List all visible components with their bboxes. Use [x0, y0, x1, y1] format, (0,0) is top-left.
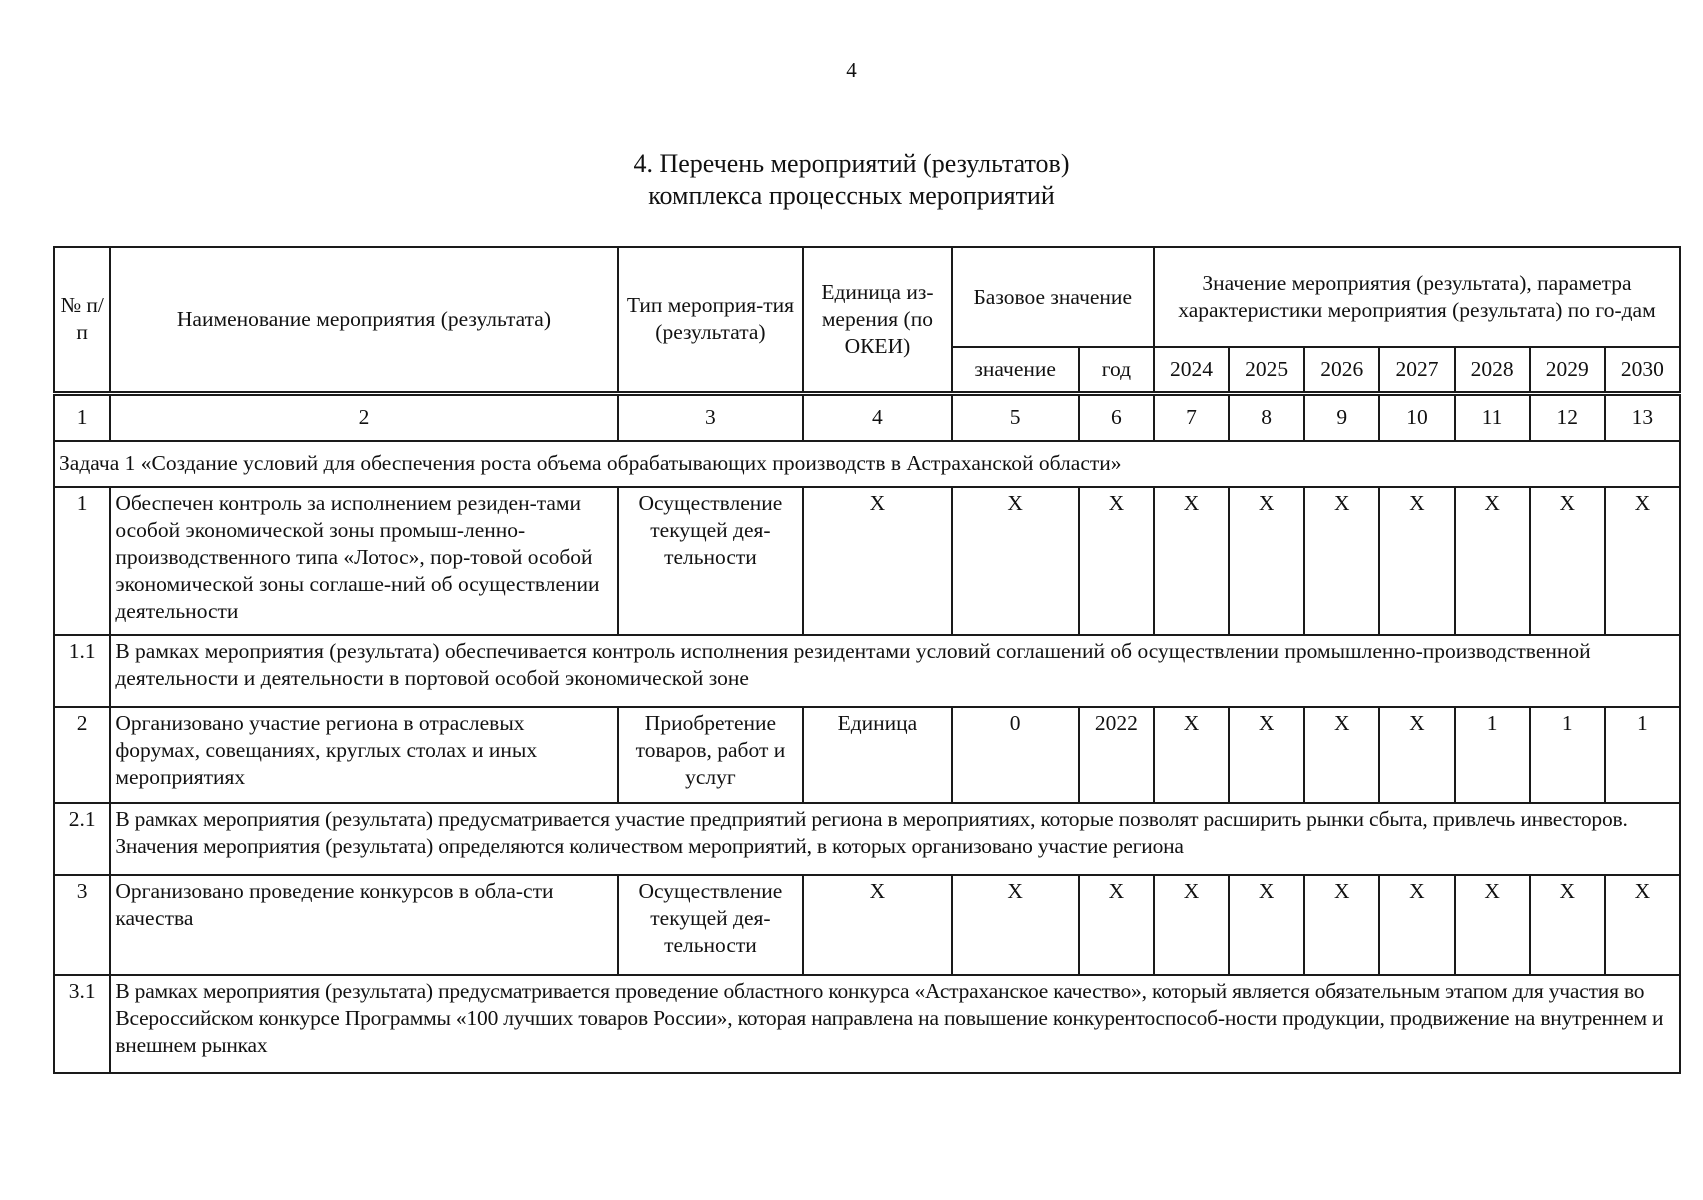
header-base-year: год — [1079, 347, 1154, 393]
row-year-value: X — [1154, 487, 1229, 635]
row-type: Осуществление текущей дея-тельности — [618, 487, 804, 635]
header-year: 2027 — [1379, 347, 1454, 393]
row-name: Организовано участие региона в отраслевых форумах, совещаниях, круглых столах и иных мероприятиях — [110, 707, 617, 803]
header-type: Тип мероприя-тия (результата) — [618, 247, 804, 393]
row-name: Организовано проведение конкурсов в обла-сти качества — [110, 875, 617, 975]
header-year: 2025 — [1229, 347, 1304, 393]
column-number: 9 — [1304, 393, 1379, 441]
column-number: 1 — [54, 393, 110, 441]
row-year-value: X — [1229, 707, 1304, 803]
row-year-value: X — [1154, 707, 1229, 803]
column-number: 10 — [1379, 393, 1454, 441]
column-number: 7 — [1154, 393, 1229, 441]
row-unit: X — [803, 487, 951, 635]
row-base-year: X — [1079, 875, 1154, 975]
row-num: 1 — [54, 487, 110, 635]
task-row — [54, 441, 1680, 487]
row-base-value: X — [952, 875, 1079, 975]
row-year-value: 1 — [1605, 707, 1680, 803]
column-number: 8 — [1229, 393, 1304, 441]
column-number: 13 — [1605, 393, 1680, 441]
row-base-year: X — [1079, 487, 1154, 635]
row-year-value: X — [1379, 875, 1454, 975]
row-sub-num: 1.1 — [54, 635, 110, 707]
document-title — [0, 148, 1703, 212]
row-description: В рамках мероприятия (результата) обеспечивается контроль исполнения резидентами условий соглашений об осуществлении промышленно-производственной деятельности и деятельности в портовой особой экономической зоне — [110, 635, 1680, 707]
row-year-value: X — [1304, 487, 1379, 635]
table-row — [54, 707, 1680, 803]
column-number: 5 — [952, 393, 1079, 441]
row-year-value: X — [1530, 875, 1605, 975]
description-row — [54, 975, 1680, 1073]
header-year: 2024 — [1154, 347, 1229, 393]
header-row — [54, 247, 1680, 347]
row-year-value: X — [1304, 707, 1379, 803]
column-number: 12 — [1530, 393, 1605, 441]
row-year-value: X — [1229, 875, 1304, 975]
header-year: 2029 — [1530, 347, 1605, 393]
row-year-value: X — [1154, 875, 1229, 975]
header-year: 2030 — [1605, 347, 1680, 393]
column-number-row — [54, 393, 1680, 441]
row-year-value: X — [1455, 875, 1530, 975]
row-sub-num: 3.1 — [54, 975, 110, 1073]
row-base-value: 0 — [952, 707, 1079, 803]
row-type: Осуществление текущей дея-тельности — [618, 875, 804, 975]
row-year-value: X — [1304, 875, 1379, 975]
description-row — [54, 803, 1680, 875]
row-unit: X — [803, 875, 951, 975]
row-type: Приобретение товаров, работ и услуг — [618, 707, 804, 803]
table-row — [54, 875, 1680, 975]
column-number: 6 — [1079, 393, 1154, 441]
activities-table — [53, 246, 1681, 1074]
description-row — [54, 635, 1680, 707]
row-year-value: X — [1229, 487, 1304, 635]
header-values: Значение мероприятия (результата), параметра характеристики мероприятия (результата) по го-дам — [1154, 247, 1680, 347]
task-title: Задача 1 «Создание условий для обеспечения роста объема обрабатывающих производств в Астраханской области» — [54, 441, 1680, 487]
row-num: 2 — [54, 707, 110, 803]
row-year-value: X — [1379, 707, 1454, 803]
header-unit: Единица из-мерения (по ОКЕИ) — [803, 247, 951, 393]
row-year-value: X — [1455, 487, 1530, 635]
column-number: 11 — [1455, 393, 1530, 441]
header-year: 2026 — [1304, 347, 1379, 393]
table-row — [54, 487, 1680, 635]
row-year-value: X — [1530, 487, 1605, 635]
row-year-value: X — [1605, 875, 1680, 975]
row-sub-num: 2.1 — [54, 803, 110, 875]
header-base: Базовое значение — [952, 247, 1154, 347]
row-base-value: X — [952, 487, 1079, 635]
column-number: 3 — [618, 393, 804, 441]
title-line-1: 4. Перечень мероприятий (результатов) — [633, 149, 1070, 178]
row-year-value: 1 — [1455, 707, 1530, 803]
row-year-value: X — [1379, 487, 1454, 635]
row-description: В рамках мероприятия (результата) предусматривается участие предприятий региона в мероприятиях, которые позволят расширить рынки сбыта, привлечь инвесторов. Значения мероприятия (результата) определяются количеством мероприятий, в которых организовано участие региона — [110, 803, 1680, 875]
header-name: Наименование мероприятия (результата) — [110, 247, 617, 393]
header-base-value: значение — [952, 347, 1079, 393]
column-number: 4 — [803, 393, 951, 441]
row-name: Обеспечен контроль за исполнением резиден-тами особой экономической зоны промыш-ленно-производственного типа «Лотос», пор-товой особой экономической зоны соглаше-ний об осуществлении деятельности — [110, 487, 617, 635]
row-description: В рамках мероприятия (результата) предусматривается проведение областного конкурса «Астраханское качество», который является обязательным этапом для участия во Всероссийском конкурсе Программы «100 лучших товаров России», которая направлена на повышение конкурентоспособ-ности продукции, продвижение на внутреннем и внешнем рынках — [110, 975, 1680, 1073]
row-year-value: X — [1605, 487, 1680, 635]
row-unit: Единица — [803, 707, 951, 803]
row-year-value: 1 — [1530, 707, 1605, 803]
page-number: 4 — [846, 58, 857, 82]
header-year: 2028 — [1455, 347, 1530, 393]
column-number: 2 — [110, 393, 617, 441]
row-base-year: 2022 — [1079, 707, 1154, 803]
header-num: № п/п — [54, 247, 110, 393]
title-line-2: комплекса процессных мероприятий — [648, 181, 1055, 210]
row-num: 3 — [54, 875, 110, 975]
